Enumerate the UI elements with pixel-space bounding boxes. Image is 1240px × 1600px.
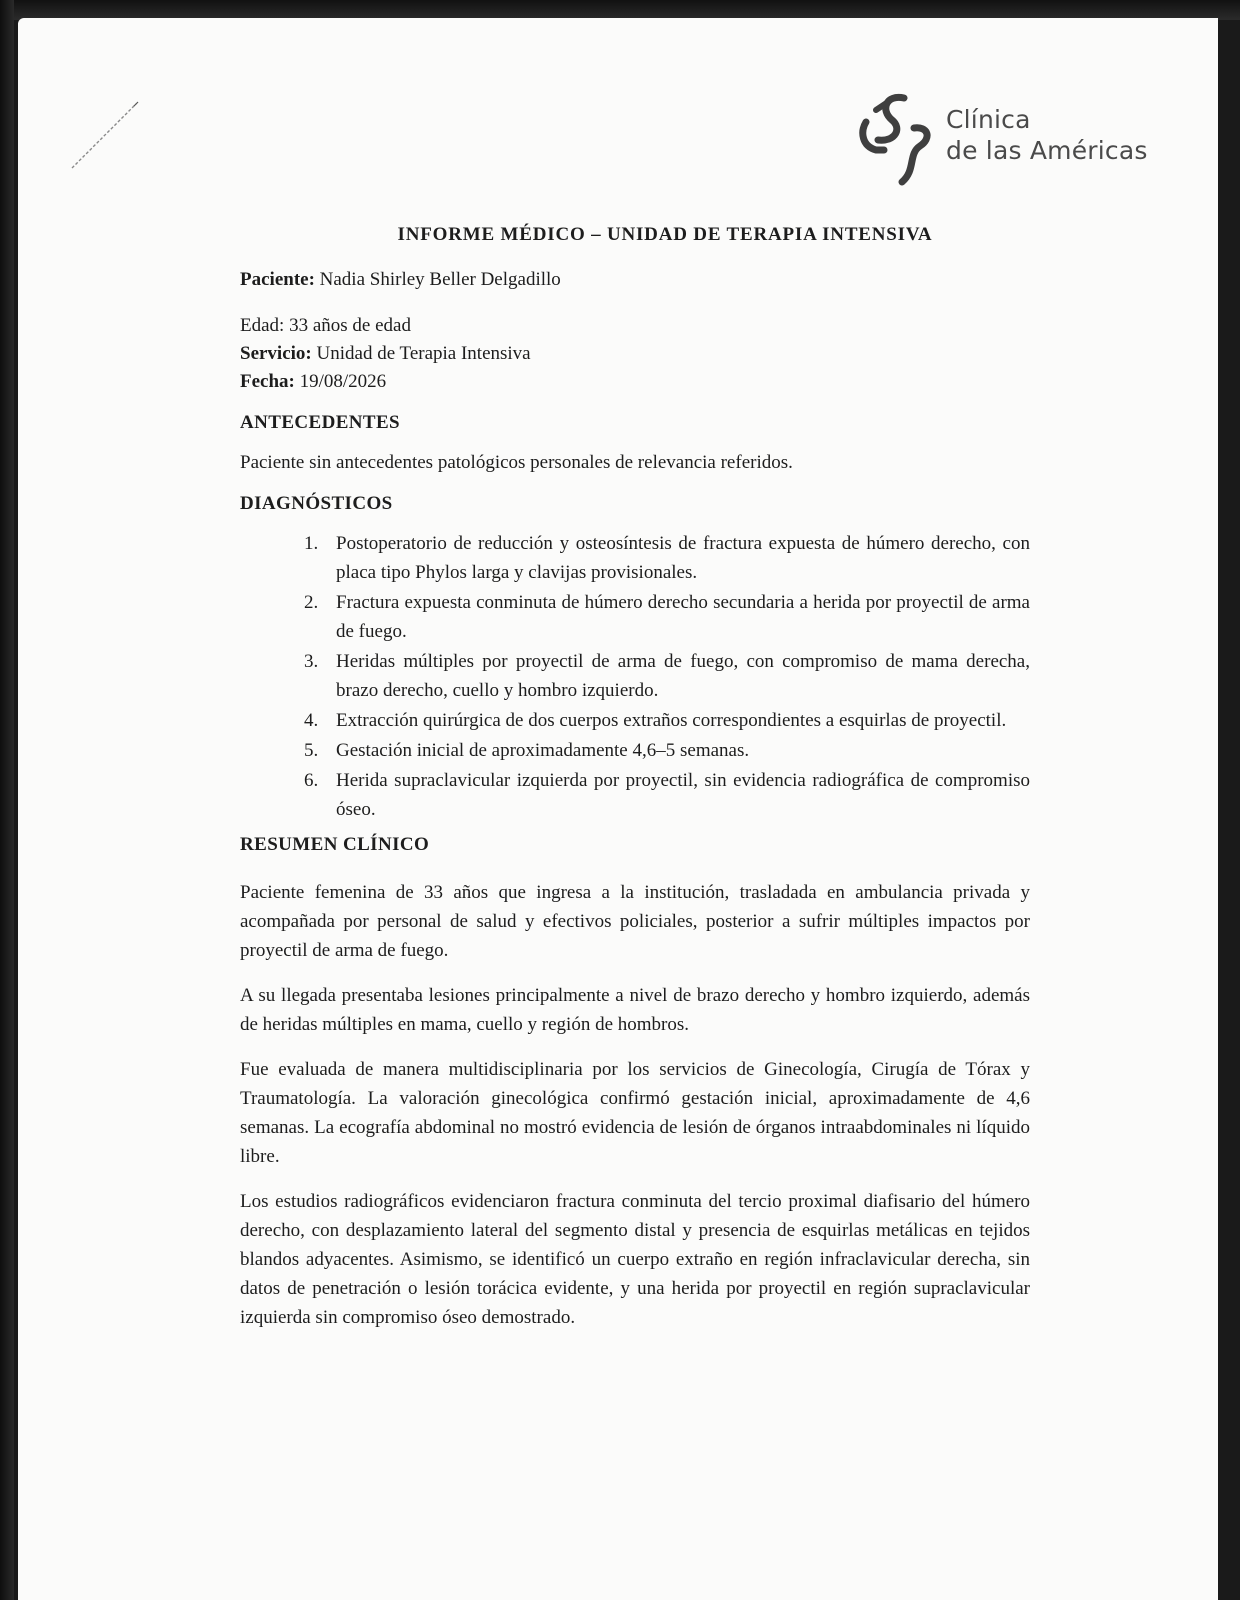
diagnosis-item: [304, 766, 1030, 824]
diagnosis-list: [304, 529, 1030, 824]
resumen-heading: RESUMEN CLÍNICO: [240, 834, 430, 855]
patient-name: Nadia Shirley Beller Delgadillo: [319, 269, 561, 290]
clinic-name-line1: Clínica: [946, 105, 1031, 134]
diagnosis-text: Extracción quirúrgica de dos cuerpos extraños correspondientes a esquirlas de proyectil.: [336, 710, 1007, 731]
diagnosis-item: [304, 706, 1030, 735]
patient-label: Paciente:: [240, 269, 315, 290]
clinic-name-line2: de las Américas: [946, 136, 1148, 165]
clinic-logo-mark-icon: [858, 88, 938, 188]
diagnosis-number: 6.: [304, 770, 319, 791]
diagnosis-text: Fractura expuesta conminuta de húmero derecho secundaria a herida por proyectil de arma de fuego.: [336, 592, 1030, 642]
summary-paragraph: Fue evaluada de manera multidisciplinaria por los servicios de Ginecología, Cirugía de Tórax y Traumatología. La valoración ginecológica confirmó gestación inicial, aproximadamente de 4,6 semanas. La ecografía abdominal no mostró evidencia de lesión de órganos intraabdominales ni líquido libre.: [240, 1059, 1030, 1167]
scan-left-edge: [0, 0, 14, 1600]
document-page: [18, 18, 1218, 1600]
clinic-name: [946, 104, 1148, 166]
service-value: Unidad de Terapia Intensiva: [316, 343, 531, 364]
diagnosis-text: Gestación inicial de aproximadamente 4,6–5 semanas.: [336, 740, 750, 761]
age-field: [240, 312, 1030, 340]
patient-field: [240, 266, 1030, 294]
clinic-logo: [858, 88, 1158, 188]
service-field: [240, 340, 1030, 368]
service-label: Servicio:: [240, 343, 312, 364]
pen-mark-icon: [70, 100, 140, 170]
diagnosis-item: [304, 647, 1030, 705]
diagnosis-number: 4.: [304, 710, 319, 731]
date-value: 19/08/2026: [299, 371, 387, 392]
antecedentes-text: Paciente sin antecedentes patológicos personales de relevancia referidos.: [240, 452, 793, 473]
diagnosis-number: 3.: [304, 651, 319, 672]
diagnosis-item: [304, 736, 1030, 765]
diagnosis-item: [304, 529, 1030, 587]
diagnosis-item: [304, 588, 1030, 646]
diagnosticos-heading: DIAGNÓSTICOS: [240, 493, 393, 514]
summary-paragraph: Paciente femenina de 33 años que ingresa a la institución, trasladada en ambulancia privada y acompañada por personal de salud y efectivos policiales, posterior a sufrir múltiples impactos por proyectil de arma de fuego.: [240, 882, 1030, 961]
date-field: [240, 368, 1030, 396]
summary-paragraph: A su llegada presentaba lesiones principalmente a nivel de brazo derecho y hombro izquierdo, además de heridas múltiples en mama, cuello y región de hombros.: [240, 985, 1030, 1035]
age-label: Edad:: [240, 315, 285, 336]
summary-paragraph: Los estudios radiográficos evidenciaron fractura conminuta del tercio proximal diafisario del húmero derecho, con desplazamiento lateral del segmento distal y presencia de esquirlas metálicas en tejidos blandos adyacentes. Asimismo, se identificó un cuerpo extraño en región infraclavicular derecha, sin datos de penetración o lesión torácica evidente, y una herida por proyectil en región supraclavicular izquierda sin compromiso óseo demostrado.: [240, 1191, 1030, 1328]
report-title: INFORME MÉDICO – UNIDAD DE TERAPIA INTENSIVA: [397, 224, 933, 245]
antecedentes-heading: ANTECEDENTES: [240, 412, 401, 433]
age-value: 33 años de edad: [289, 315, 411, 336]
diagnosis-number: 1.: [304, 533, 319, 554]
diagnosis-number: 2.: [304, 592, 319, 613]
report-body: [240, 210, 1030, 1348]
diagnosis-text: Postoperatorio de reducción y osteosíntesis de fractura expuesta de húmero derecho, con placa tipo Phylos larga y clavijas provisionales.: [336, 533, 1030, 583]
date-label: Fecha:: [240, 371, 295, 392]
diagnosis-text: Herida supraclavicular izquierda por proyectil, sin evidencia radiográfica de compromiso óseo.: [336, 770, 1030, 820]
scan-top-edge: [0, 0, 1240, 20]
diagnosis-text: Heridas múltiples por proyectil de arma de fuego, con compromiso de mama derecha, brazo derecho, cuello y hombro izquierdo.: [336, 651, 1030, 701]
diagnosis-number: 5.: [304, 740, 319, 761]
